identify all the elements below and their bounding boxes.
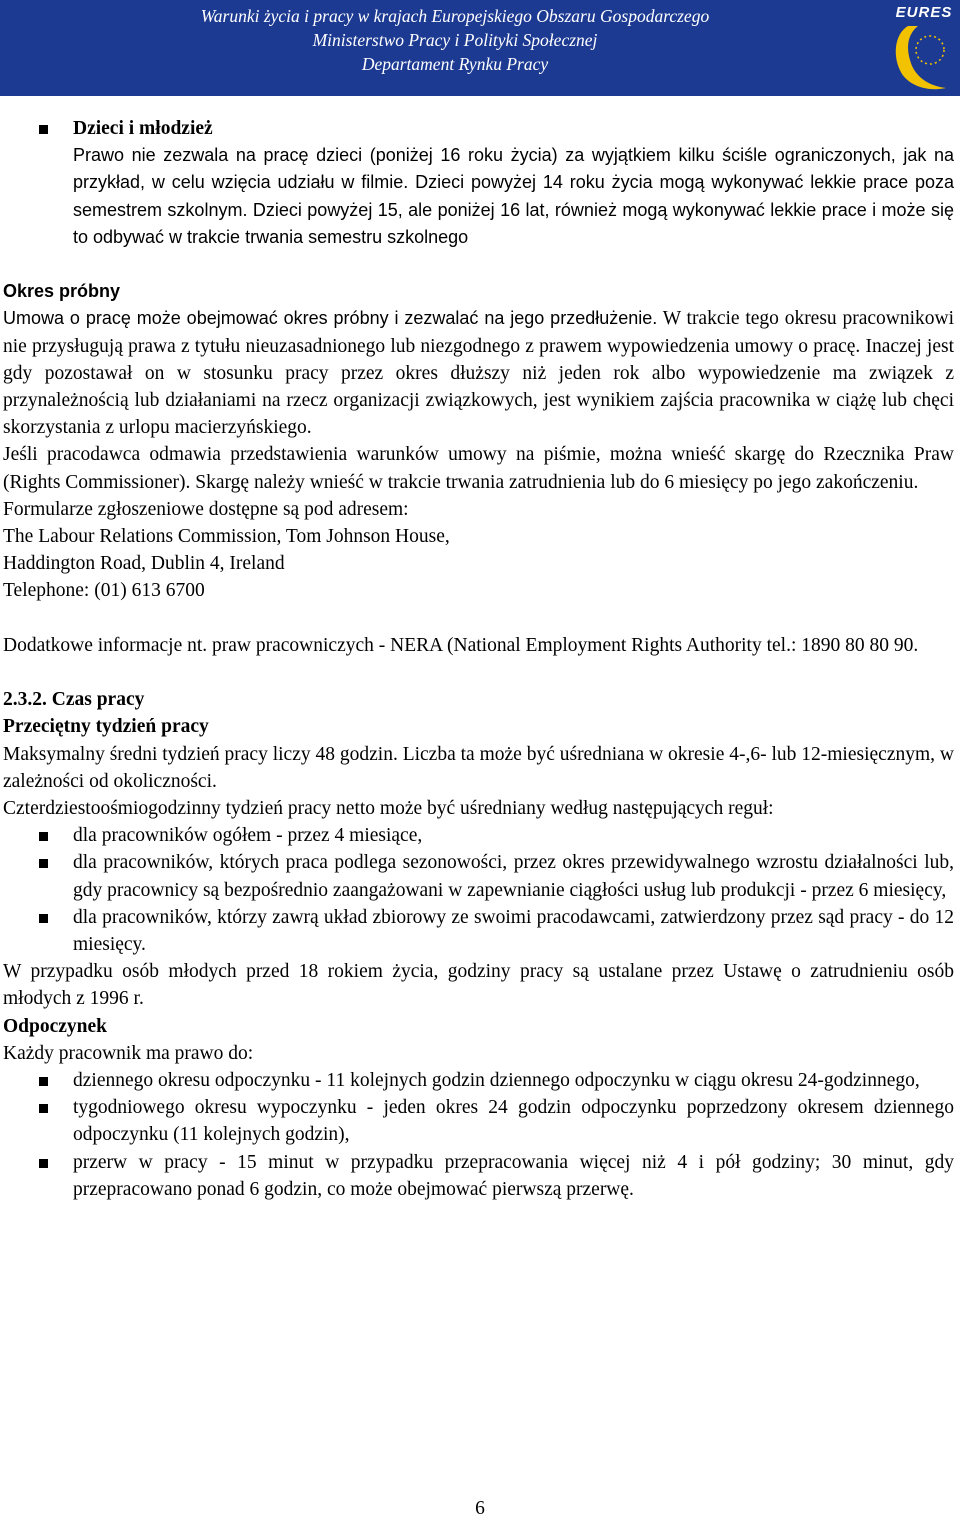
forms-line: Formularze zgłoszeniowe dostępne są pod adresem: <box>3 498 409 520</box>
working-time-text-1: Maksymalny średni tydzień pracy liczy 48 godzin. Liczba ta może być uśredniana w okresie 4-,6- lub 12-miesięcznym, w zależności od okoliczności. <box>3 743 954 792</box>
list-item: dla pracowników, którzy zawrą układ zbiorowy ze swoimi pracodawcami, zatwierdzony przez sąd pracy - do 12 miesięcy. <box>3 904 954 958</box>
header-text <box>70 4 840 76</box>
rest-intro: Każdy pracownik ma prawo do: <box>3 1042 254 1064</box>
header-line-2: Ministerstwo Pracy i Polityki Społecznej <box>312 30 598 50</box>
document-body <box>3 115 954 1203</box>
list-item: przerw w pracy - 15 minut w przypadku przepracowania więcej niż 4 i pół godziny; 30 minut, gdy przepracowano ponad 6 godzin, co może obejmować pierwszą przerwę. <box>3 1149 954 1203</box>
nera-info: Dodatkowe informacje nt. praw pracowniczych - NERA (National Employment Rights Authority tel.: 1890 80 80 90. <box>3 634 919 656</box>
address-line-1: The Labour Relations Commission, Tom Johnson House, <box>3 526 450 548</box>
section-children-title: Dzieci i młodzież <box>3 115 954 142</box>
list-item: dla pracowników ogółem - przez 4 miesiące, <box>3 822 954 849</box>
page-header <box>0 0 960 96</box>
section-rest-title: Odpoczynek <box>3 1015 108 1037</box>
phone-line: Telephone: (01) 613 6700 <box>3 580 205 602</box>
section-probation-title: Okres próbny <box>3 281 121 302</box>
eures-logo-text: EURES <box>895 4 953 21</box>
section-children-text: Prawo nie zezwala na pracę dzieci (poniżej 16 roku życia) za wyjątkiem kilku ściśle ograniczonych, jak na przykład, w celu wzięcia udziału w filmie. Dzieci powyżej 14 roku życia mogą wykonywać lekkie prace poza semestrem szkolnym. Dzieci powyżej 15, ale poniżej 16 lat, również mogą wykonywać lekkie prace i może się to odbywać w trakcie trwania semestru szkolnego <box>73 145 954 247</box>
working-time-text-3: W przypadku osób młodych przed 18 rokiem życia, godziny pracy są ustalane przez Ustawę o zatrudnieniu osób młodych z 1996 r. <box>3 961 954 1010</box>
section-working-time-subtitle: Przeciętny tydzień pracy <box>3 716 209 738</box>
header-line-3: Departament Rynku Pracy <box>361 54 549 74</box>
bullet-square-icon <box>39 859 48 868</box>
header-line-1: Warunki życia i pracy w krajach Europejskiego Obszaru Gospodarczego <box>200 6 710 26</box>
complaint-paragraph: Jeśli pracodawca odmawia przedstawienia warunków umowy na piśmie, można wnieść skargę do Rzecznika Praw (Rights Commissioner). Skargę należy wnieść w trakcie trwania zatrudnienia lub do 6 miesięcy po jego zakończeniu. <box>3 444 954 493</box>
section-working-time-title: 2.3.2. Czas pracy <box>3 689 145 711</box>
bullet-square-icon <box>39 1159 48 1168</box>
list-item: tygodniowego okresu wypoczynku - jeden okres 24 godzin odpoczynku poprzedzony okresem dziennego odpoczynku (11 kolejnych godzin), <box>3 1094 954 1148</box>
bullet-square-icon <box>39 1077 48 1086</box>
page-number: 6 <box>475 1498 485 1519</box>
list-item: dla pracowników, których praca podlega sezonowości, przez okres przewidywalnego wzrostu działalności lub, gdy pracownicy są bezpośrednio zaangażowani w zapewnianie ciągłości usług lub produkcji - przez 6 miesięcy, <box>3 849 954 903</box>
bullet-square-icon <box>39 125 48 134</box>
bullet-square-icon <box>39 832 48 841</box>
bullet-square-icon <box>39 914 48 923</box>
list-item: dziennego okresu odpoczynku - 11 kolejnych godzin dziennego odpoczynku w ciągu okresu 24-godzinnego, <box>3 1067 954 1094</box>
eures-logo-icon <box>888 0 960 96</box>
bullet-square-icon <box>39 1104 48 1113</box>
address-line-2: Haddington Road, Dublin 4, Ireland <box>3 553 285 575</box>
working-time-text-2: Czterdziestoośmiogodzinny tydzień pracy netto może być uśredniany według następujących reguł: <box>3 798 774 820</box>
section-probation-text: Umowa o pracę może obejmować okres próbny i zezwalać na jego przedłużenie. W trakcie tego okresu pracownikowi nie przysługują prawa z tytułu nieuzasadnionego lub niezgodnego z prawem wypowiedzenia umowy o pracę. Inaczej jest gdy pozostawał on w stosunku pracy przez okres dłuższy niż jeden rok albo wypowiedzenie ma związek z przynależnością lub działaniami na rzecz organizacji związkowych, jest wynikiem zajścia pracownika w ciążę lub chęci skorzystania z urlopu macierzyńskiego. <box>3 308 955 439</box>
